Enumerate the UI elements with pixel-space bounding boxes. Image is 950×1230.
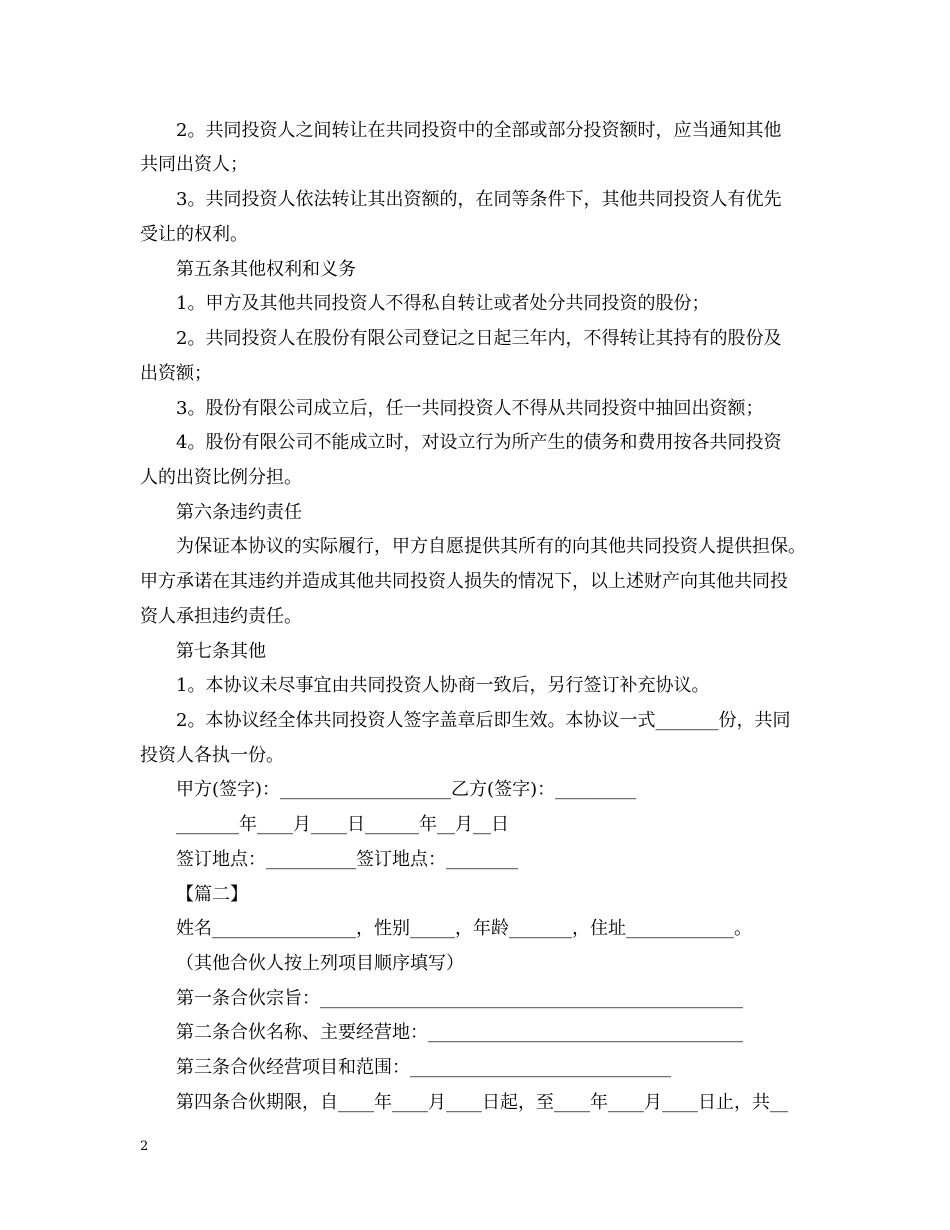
form-line: 第三条合伙经营项目和范围：_____________________________ [176,1057,671,1078]
paragraph-line: 2。共同投资人之间转让在共同投资中的全部或部分投资额时，应当通知其他 [176,120,782,141]
form-line: 第四条合伙期限，自____年____月____日起，至____年____月____日止，共__ [176,1092,788,1113]
paragraph-line: 3。共同投资人依法转让其出资额的，在同等条件下，其他共同投资人有优先 [176,189,782,210]
signature-line: 甲方(签字)：___________________乙方(签字)：_________ [176,779,637,800]
section-heading: 第六条违约责任 [176,502,302,523]
section-heading: 【篇二】 [176,884,248,905]
paragraph-line: 甲方承诺在其违约并造成其他共同投资人损失的情况下，以上述财产向其他共同投 [140,571,788,592]
date-line: _______年____月____日______年__月__日 [176,814,509,835]
paragraph-line: 3。股份有限公司成立后，任一共同投资人不得从共同投资中抽回出资额； [176,398,764,419]
paragraph-line: 出资额； [140,363,212,384]
section-heading: 第七条其他 [176,641,266,662]
paragraph-line: 2。本协议经全体共同投资人签字盖章后即生效。本协议一式_______份，共同 [176,710,791,731]
paragraph-line: 为保证本协议的实际履行，甲方自愿提供其所有的向其他共同投资人提供担保。 [176,536,806,557]
page-number: 2 [140,1139,149,1154]
paragraph-line: 资人承担违约责任。 [140,606,302,627]
place-line: 签订地点：__________签订地点：________ [176,849,518,870]
paragraph-line: （其他合伙人按上列项目顺序填写） [176,953,464,974]
paragraph-line: 4。股份有限公司不能成立时，对设立行为所产生的债务和费用按各共同投资 [176,432,782,453]
paragraph-line: 受让的权利。 [140,224,248,245]
paragraph-line: 2。共同投资人在股份有限公司登记之日起三年内，不得转让其持有的股份及 [176,328,782,349]
form-line: 第二条合伙名称、主要经营地：___________________________________ [176,1022,743,1043]
form-line: 第一条合伙宗旨：_______________________________________________ [176,988,743,1009]
paragraph-line: 人的出资比例分担。 [140,467,302,488]
paragraph-line: 1。甲方及其他共同投资人不得私自转让或者处分共同投资的股份； [176,293,710,314]
paragraph-line: 共同出资人； [140,154,248,175]
paragraph-line: 1。本协议未尽事宜由共同投资人协商一致后，另行签订补充协议。 [176,675,710,696]
form-line: 姓名________________，性别_____，年龄_______，住址____________。 [176,918,752,939]
paragraph-line: 投资人各执一份。 [140,745,284,766]
section-heading: 第五条其他权利和义务 [176,259,356,280]
